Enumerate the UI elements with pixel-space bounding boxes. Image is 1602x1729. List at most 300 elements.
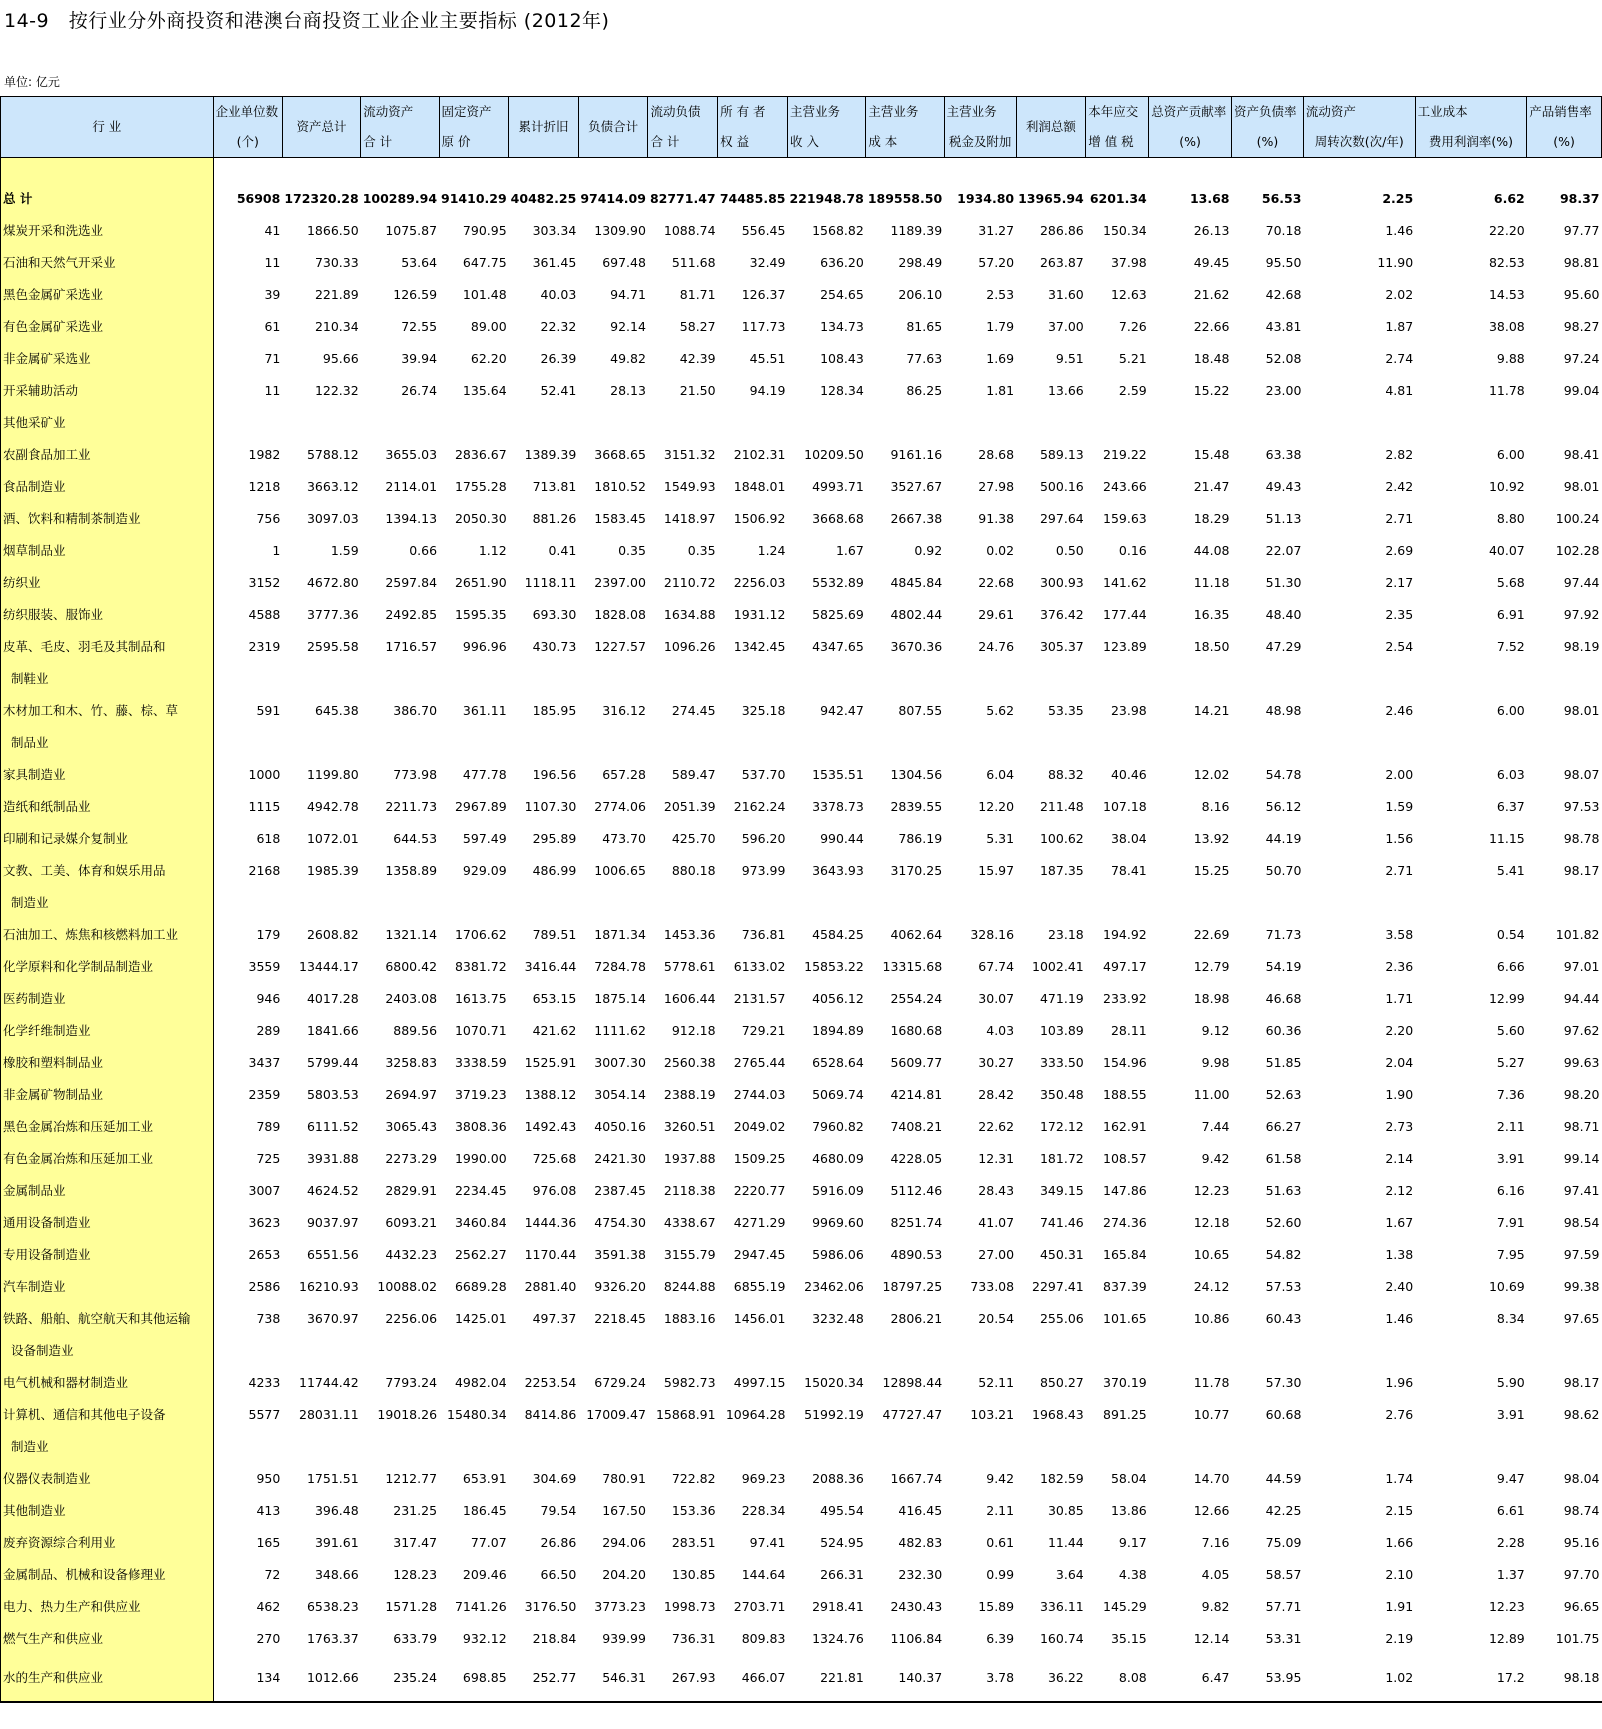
value-cell: 3668.65	[594, 447, 646, 462]
value-cell: 889.56	[393, 1023, 438, 1038]
value-cell: 252.77	[509, 1655, 579, 1702]
table-row	[1, 599, 1602, 631]
industry-name: 纺织业	[1, 567, 214, 599]
value-cell: 1568.82	[812, 223, 864, 238]
value-cell: 13.68	[1189, 191, 1230, 206]
value-cell	[787, 407, 865, 439]
industry-name: 食品制造业	[1, 471, 214, 503]
industry-name: 皮革、毛皮、羽毛及其制品和	[1, 631, 214, 663]
value-cell: 969.23	[741, 1471, 786, 1486]
value-cell: 298.49	[898, 255, 943, 270]
value-cell: 1453.36	[663, 927, 716, 942]
value-cell	[1086, 407, 1149, 439]
table-row	[1, 311, 1602, 343]
value-cell: 22.07	[1265, 543, 1302, 558]
value-cell: 361.45	[532, 255, 577, 270]
value-cell: 973.99	[741, 863, 786, 878]
value-cell: 91410.29	[441, 191, 507, 206]
value-cell: 4062.64	[890, 927, 943, 942]
industry-name: 电力、热力生产和供应业	[1, 1591, 214, 1623]
industry-name: 造纸和纸制品业	[1, 791, 214, 823]
value-cell: 5788.12	[306, 447, 359, 462]
value-cell: 1934.80	[957, 191, 1015, 206]
table-row	[1, 1175, 1602, 1207]
column-subheader: 收 入	[787, 127, 865, 158]
column-header: 企业单位数	[213, 97, 282, 128]
value-cell: 657.28	[602, 767, 646, 782]
value-cell: 32.49	[749, 255, 786, 270]
value-cell: 15.97	[978, 863, 1015, 878]
value-cell	[787, 727, 865, 759]
value-cell: 51.63	[1265, 1183, 1302, 1198]
value-cell	[1527, 1335, 1602, 1367]
value-cell: 6855.19	[733, 1279, 786, 1294]
value-cell: 3054.14	[594, 1087, 646, 1102]
value-cell: 5112.46	[890, 1183, 943, 1198]
value-cell: 11	[264, 383, 281, 398]
value-cell: 6093.21	[385, 1215, 438, 1230]
value-cell: 1509.25	[733, 1151, 786, 1166]
value-cell: 4890.53	[890, 1247, 943, 1262]
column-header: 所 有 者	[718, 97, 788, 128]
value-cell: 26.86	[540, 1535, 577, 1550]
value-cell: 2359	[248, 1087, 281, 1102]
column-header: 流动资产	[361, 97, 439, 128]
value-cell: 1388.12	[524, 1087, 577, 1102]
value-cell: 98.17	[1563, 1375, 1600, 1390]
value-cell: 425.70	[671, 831, 716, 846]
value-cell: 1118.11	[524, 575, 577, 590]
value-cell: 39	[264, 287, 281, 302]
value-cell: 2586	[248, 1279, 281, 1294]
spacer-cell	[944, 158, 1016, 184]
value-cell: 2597.84	[385, 575, 438, 590]
value-cell: 1.67	[1385, 1215, 1414, 1230]
value-cell: 12.14	[1193, 1631, 1230, 1646]
value-cell: 1227.57	[594, 639, 646, 654]
value-cell: 4233	[248, 1375, 281, 1390]
value-cell: 1828.08	[594, 607, 646, 622]
value-cell: 153.36	[671, 1503, 716, 1518]
value-cell: 100.62	[1039, 831, 1084, 846]
value-cell: 5986.06	[812, 1247, 864, 1262]
value-cell: 22.20	[1488, 223, 1525, 238]
value-cell: 5.31	[986, 831, 1015, 846]
value-cell: 2319	[248, 639, 281, 654]
value-cell: 147.86	[1103, 1183, 1147, 1198]
value-cell: 58.04	[1110, 1471, 1147, 1486]
spacer-cell	[1231, 158, 1303, 184]
value-cell: 18.29	[1193, 511, 1230, 526]
value-cell	[213, 1335, 282, 1367]
value-cell: 97.92	[1563, 607, 1600, 622]
value-cell: 1.96	[1385, 1375, 1414, 1390]
value-cell	[439, 407, 509, 439]
column-header: 工业成本	[1415, 97, 1527, 128]
value-cell: 21.50	[679, 383, 716, 398]
column-header: 负债合计	[578, 97, 648, 158]
value-cell: 891.25	[1103, 1407, 1147, 1422]
value-cell: 7141.26	[454, 1599, 507, 1614]
value-cell	[439, 1431, 509, 1463]
value-cell: 1.67	[835, 543, 864, 558]
value-cell: 46.68	[1265, 991, 1302, 1006]
value-cell: 15.25	[1193, 863, 1230, 878]
value-cell: 98.37	[1559, 191, 1600, 206]
table-row	[1, 823, 1602, 855]
value-cell	[944, 407, 1016, 439]
value-cell: 255.06	[1039, 1311, 1084, 1326]
value-cell: 9.51	[1055, 351, 1084, 366]
unit-label: 单位: 亿元	[4, 75, 60, 89]
value-cell: 1199.80	[306, 767, 359, 782]
value-cell: 209.46	[462, 1567, 507, 1582]
value-cell: 1309.90	[594, 223, 646, 238]
value-cell: 1982	[248, 447, 281, 462]
column-subheader: (%)	[1527, 127, 1602, 158]
value-cell: 95.50	[1265, 255, 1302, 270]
industry-name: 印刷和记录媒介复制业	[1, 823, 214, 855]
value-cell: 8381.72	[454, 959, 507, 974]
value-cell: 837.39	[1103, 1279, 1147, 1294]
value-cell: 7.16	[1201, 1535, 1230, 1550]
value-cell	[1149, 1431, 1232, 1463]
value-cell: 2388.19	[663, 1087, 716, 1102]
value-cell: 1170.44	[524, 1247, 577, 1262]
value-cell	[1527, 727, 1602, 759]
value-cell: 160.74	[1039, 1631, 1084, 1646]
value-cell: 5.21	[1118, 351, 1147, 366]
value-cell: 1.74	[1385, 1471, 1414, 1486]
value-cell: 7793.24	[385, 1375, 438, 1390]
value-cell: 101.48	[462, 287, 507, 302]
value-cell: 57.30	[1265, 1375, 1302, 1390]
value-cell: 2421.30	[594, 1151, 646, 1166]
value-cell: 2050.30	[454, 511, 507, 526]
value-cell: 126.37	[741, 287, 786, 302]
value-cell	[1415, 887, 1527, 919]
value-cell: 94.44	[1563, 991, 1600, 1006]
value-cell: 3176.50	[524, 1599, 577, 1614]
value-cell: 1968.43	[1032, 1407, 1084, 1422]
value-cell	[944, 1431, 1016, 1463]
value-cell	[509, 727, 579, 759]
value-cell: 0.92	[914, 543, 943, 558]
value-cell: 11.78	[1488, 383, 1525, 398]
value-cell: 328.16	[970, 927, 1015, 942]
value-cell: 97.70	[1563, 1567, 1600, 1582]
value-cell	[439, 887, 509, 919]
value-cell: 48.98	[1265, 703, 1302, 718]
table-row	[1, 535, 1602, 567]
value-cell: 5916.09	[812, 1183, 864, 1198]
value-cell: 40.03	[540, 287, 577, 302]
value-cell: 645.38	[314, 703, 359, 718]
value-cell: 95.16	[1563, 1535, 1600, 1550]
value-cell: 2774.06	[594, 799, 646, 814]
value-cell: 103.21	[970, 1407, 1015, 1422]
value-cell: 1525.91	[524, 1055, 577, 1070]
value-cell: 186.45	[462, 1503, 507, 1518]
value-cell: 430.73	[532, 639, 577, 654]
value-cell: 1394.13	[385, 511, 438, 526]
value-cell: 23.00	[1265, 383, 1302, 398]
value-cell: 134	[213, 1655, 282, 1702]
value-cell	[1303, 1431, 1415, 1463]
value-cell: 780.91	[602, 1471, 646, 1486]
value-cell: 589.13	[1039, 447, 1084, 462]
value-cell: 477.78	[462, 767, 507, 782]
value-cell: 2.73	[1385, 1119, 1414, 1134]
value-cell: 5.60	[1496, 1023, 1525, 1038]
value-cell: 22.62	[978, 1119, 1015, 1134]
value-cell: 2562.27	[454, 1247, 507, 1262]
value-cell: 140.37	[866, 1655, 944, 1702]
value-cell: 81.71	[679, 287, 716, 302]
value-cell: 11.18	[1193, 575, 1230, 590]
value-cell: 221.89	[314, 287, 359, 302]
value-cell: 232.30	[898, 1567, 943, 1582]
value-cell	[1303, 407, 1415, 439]
value-cell: 267.93	[648, 1655, 718, 1702]
value-cell: 94.71	[610, 287, 646, 302]
value-cell: 12.89	[1488, 1631, 1525, 1646]
value-cell: 6.39	[986, 1631, 1015, 1646]
value-cell	[439, 663, 509, 695]
table-row	[1, 951, 1602, 983]
value-cell	[361, 1431, 439, 1463]
value-cell: 71.73	[1265, 927, 1302, 942]
value-cell: 5.41	[1496, 863, 1525, 878]
value-cell: 4672.80	[306, 575, 359, 590]
value-cell: 96.65	[1563, 1599, 1600, 1614]
value-cell: 1883.16	[663, 1311, 716, 1326]
value-cell: 41	[264, 223, 281, 238]
value-cell: 16210.93	[299, 1279, 359, 1294]
value-cell: 0.35	[687, 543, 716, 558]
value-cell: 2.00	[1385, 767, 1414, 782]
table-row	[1, 1623, 1602, 1655]
value-cell	[1303, 1335, 1415, 1367]
value-cell: 511.68	[671, 255, 716, 270]
value-cell: 4.38	[1118, 1567, 1147, 1582]
column-header: 资产负债率	[1231, 97, 1303, 128]
value-cell: 2273.29	[385, 1151, 438, 1166]
value-cell	[1086, 727, 1149, 759]
value-cell: 2560.38	[663, 1055, 716, 1070]
value-cell: 698.85	[439, 1655, 509, 1702]
value-cell: 976.08	[532, 1183, 577, 1198]
industry-name: 计算机、通信和其他电子设备	[1, 1399, 214, 1431]
value-cell: 7408.21	[890, 1119, 943, 1134]
value-cell: 4228.05	[890, 1151, 943, 1166]
value-cell: 10088.02	[377, 1279, 438, 1294]
value-cell: 1866.50	[306, 223, 359, 238]
value-cell: 4338.67	[663, 1215, 716, 1230]
value-cell: 63.38	[1265, 447, 1302, 462]
industry-name: 烟草制品业	[1, 535, 214, 567]
value-cell: 1425.01	[454, 1311, 507, 1326]
value-cell: 9.42	[1201, 1151, 1230, 1166]
value-cell	[648, 1431, 718, 1463]
value-cell	[1527, 887, 1602, 919]
value-cell: 1716.57	[385, 639, 438, 654]
table-row	[1, 1207, 1602, 1239]
value-cell: 756	[256, 511, 281, 526]
industry-name: 农副食品加工业	[1, 439, 214, 471]
table-row	[1, 759, 1602, 791]
value-cell: 996.96	[462, 639, 507, 654]
value-cell: 386.70	[393, 703, 438, 718]
value-cell: 1894.89	[812, 1023, 864, 1038]
value-cell: 8.08	[1086, 1655, 1149, 1702]
value-cell: 219.22	[1103, 447, 1147, 462]
value-cell: 122.32	[314, 383, 359, 398]
value-cell: 3670.36	[890, 639, 943, 654]
value-cell: 2220.77	[733, 1183, 786, 1198]
value-cell: 22.68	[978, 575, 1015, 590]
value-cell: 13.86	[1110, 1503, 1147, 1518]
value-cell: 179	[256, 927, 281, 942]
value-cell	[213, 663, 282, 695]
value-cell: 98.01	[1563, 703, 1600, 718]
value-cell: 2.11	[1496, 1119, 1525, 1134]
value-cell: 3773.23	[594, 1599, 646, 1614]
value-cell: 15.48	[1193, 447, 1230, 462]
table-row	[1, 1015, 1602, 1047]
table-row	[1, 887, 1602, 919]
value-cell: 789	[256, 1119, 281, 1134]
value-cell: 57.53	[1265, 1279, 1302, 1294]
value-cell: 421.62	[532, 1023, 577, 1038]
value-cell	[1149, 407, 1232, 439]
value-cell: 228.34	[741, 1503, 786, 1518]
value-cell: 37.00	[1047, 319, 1084, 334]
value-cell: 101.65	[1103, 1311, 1147, 1326]
value-cell: 633.79	[393, 1631, 438, 1646]
value-cell	[1016, 407, 1086, 439]
value-cell: 391.61	[314, 1535, 359, 1550]
value-cell: 11744.42	[299, 1375, 359, 1390]
value-cell: 1	[272, 543, 281, 558]
value-cell: 10.69	[1488, 1279, 1525, 1294]
value-cell: 2253.54	[524, 1375, 577, 1390]
value-cell: 97.24	[1563, 351, 1600, 366]
value-cell: 98.78	[1563, 831, 1600, 846]
value-cell: 697.48	[602, 255, 646, 270]
value-cell: 52.08	[1265, 351, 1302, 366]
value-cell: 1389.39	[524, 447, 577, 462]
value-cell	[509, 1431, 579, 1463]
value-cell	[1149, 663, 1232, 695]
spacer-cell	[1, 158, 214, 184]
value-cell: 61.58	[1265, 1151, 1302, 1166]
value-cell: 154.96	[1103, 1055, 1147, 1070]
value-cell	[866, 887, 944, 919]
value-cell: 2.69	[1385, 543, 1414, 558]
value-cell: 60.36	[1265, 1023, 1302, 1038]
value-cell: 729.21	[741, 1023, 786, 1038]
value-cell: 305.37	[1039, 639, 1084, 654]
value-cell: 2088.36	[812, 1471, 864, 1486]
value-cell: 1998.73	[663, 1599, 716, 1614]
value-cell	[509, 887, 579, 919]
column-header: 流动负债	[648, 97, 718, 128]
value-cell: 82.53	[1488, 255, 1525, 270]
value-cell: 4347.65	[812, 639, 864, 654]
value-cell: 3719.23	[454, 1087, 507, 1102]
value-cell: 4.81	[1385, 383, 1414, 398]
column-subheader: (%)	[1231, 127, 1303, 158]
value-cell: 15480.34	[447, 1407, 507, 1422]
value-cell: 786.19	[898, 831, 943, 846]
table-row	[1, 1239, 1602, 1271]
value-cell: 79.54	[540, 1503, 577, 1518]
value-cell: 286.86	[1039, 223, 1084, 238]
value-cell: 1189.39	[890, 223, 943, 238]
value-cell	[1231, 663, 1303, 695]
value-cell: 97.59	[1563, 1247, 1600, 1262]
value-cell: 102.28	[1555, 543, 1600, 558]
value-cell: 39.94	[401, 351, 438, 366]
value-cell: 28031.11	[299, 1407, 359, 1422]
value-cell: 9.47	[1496, 1471, 1525, 1486]
value-cell: 35.15	[1110, 1631, 1147, 1646]
table-row	[1, 855, 1602, 887]
industry-name: 金属制品业	[1, 1175, 214, 1207]
value-cell	[578, 887, 648, 919]
value-cell: 3155.79	[663, 1247, 716, 1262]
industry-name: 煤炭开采和洗选业	[1, 215, 214, 247]
value-cell: 2839.55	[890, 799, 943, 814]
value-cell: 36.22	[1016, 1655, 1086, 1702]
value-cell: 2703.71	[733, 1599, 786, 1614]
value-cell: 42.25	[1265, 1503, 1302, 1518]
value-cell: 128.34	[820, 383, 864, 398]
value-cell: 45.51	[749, 351, 786, 366]
value-cell: 98.04	[1563, 1471, 1600, 1486]
value-cell: 929.09	[462, 863, 507, 878]
value-cell: 53.64	[401, 255, 438, 270]
value-cell: 4271.29	[733, 1215, 786, 1230]
value-cell: 9969.60	[812, 1215, 864, 1230]
value-cell: 108.57	[1103, 1151, 1147, 1166]
value-cell: 40.07	[1488, 543, 1525, 558]
value-cell: 40.46	[1110, 767, 1147, 782]
value-cell: 693.30	[532, 607, 577, 622]
value-cell	[361, 887, 439, 919]
value-cell: 233.92	[1103, 991, 1147, 1006]
industry-name: 通用设备制造业	[1, 1207, 214, 1239]
table-row	[1, 1143, 1602, 1175]
value-cell: 1212.77	[385, 1471, 438, 1486]
value-cell: 2430.43	[890, 1599, 943, 1614]
value-cell: 22.69	[1193, 927, 1230, 942]
value-cell	[1415, 1431, 1527, 1463]
value-cell: 4993.71	[812, 479, 864, 494]
value-cell: 51992.19	[804, 1407, 864, 1422]
value-cell: 98.54	[1563, 1215, 1600, 1230]
value-cell: 4802.44	[890, 607, 943, 622]
value-cell: 3232.48	[812, 1311, 864, 1326]
value-cell: 1.79	[986, 319, 1015, 334]
value-cell: 7.52	[1496, 639, 1525, 654]
value-cell: 4624.52	[306, 1183, 359, 1198]
industry-name: 其他制造业	[1, 1495, 214, 1527]
value-cell: 4584.25	[812, 927, 864, 942]
value-cell: 44.59	[1265, 1471, 1302, 1486]
value-cell: 2.40	[1385, 1279, 1414, 1294]
